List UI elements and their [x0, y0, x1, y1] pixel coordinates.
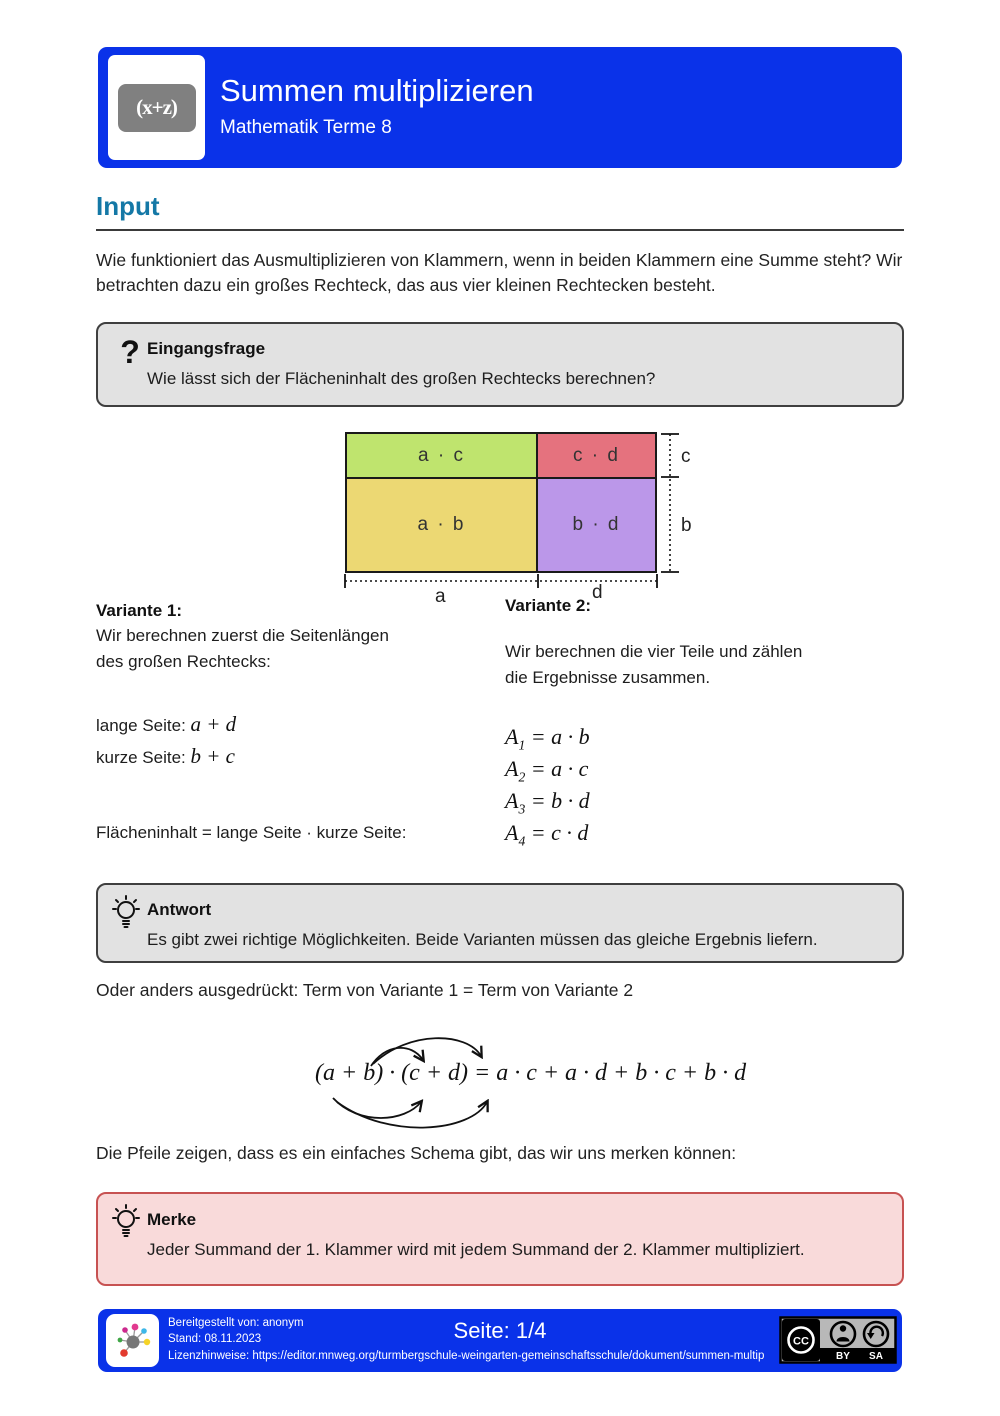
equation-a2: $A_2 = a \cdot c$: [505, 756, 589, 785]
variante1-title: Variante 1:: [96, 601, 182, 620]
long-side-label: lange Seite:: [96, 716, 191, 735]
cc-license-badge: [779, 1316, 897, 1364]
header-logo-card: [108, 55, 205, 160]
variante2-body-line1: Wir berechnen die vier Teile und zählen: [505, 642, 803, 661]
note-box-title: Merke: [147, 1210, 197, 1229]
dim-label-c: c: [681, 446, 691, 467]
question-box-title: Eingangsfrage: [147, 339, 266, 358]
footer-provided: Bereitgestellt von: anonym: [168, 1317, 304, 1329]
short-side-term: b + c: [190, 744, 235, 768]
equation-a3: $A_3 = b \cdot d$: [505, 788, 590, 817]
dim-label-a: a: [435, 586, 446, 607]
svg-text:BY: BY: [836, 1351, 850, 1362]
mnweg-logo-card: [106, 1314, 159, 1367]
long-side-term: a + d: [190, 712, 237, 736]
question-mark-icon: ?: [120, 334, 140, 370]
intro-paragraph: Wie funktioniert das Ausmultiplizieren von Klammern, wenn in beiden Klammern eine Summe steht? Wir betrachten dazu ein großes Rechteck, das aus vier kleinen Rechtecken besteht.: [96, 250, 903, 296]
mnweg-network-icon: [113, 1321, 153, 1361]
equation-a4: $A_4 = c \cdot d$: [505, 820, 589, 849]
footer-stand: Stand: 08.11.2023: [168, 1333, 262, 1346]
answer-box-title: Antwort: [147, 900, 212, 919]
cell-c-d: c · d: [538, 434, 655, 479]
cell-a-c: a · c: [347, 434, 538, 479]
long-side-line: [96, 712, 236, 737]
variante2-body-line2: die Ergebnisse zusammen.: [505, 668, 711, 687]
arrows-paragraph: Die Pfeile zeigen, dass es ein einfaches Schema gibt, das wir uns merken können:: [96, 1143, 737, 1163]
formula-rhs: = a · c + a · d + b · c + b · d: [468, 1060, 747, 1086]
dim-label-b: b: [681, 515, 692, 536]
lightbulb-icon: [111, 895, 141, 931]
dim-label-d: d: [592, 582, 603, 603]
answer-box-body: Es gibt zwei richtige Möglichkeiten. Beide Varianten müssen das gleiche Ergebnis liefern.: [147, 930, 818, 949]
variante1-body-line2: des großen Rechtecks:: [96, 652, 271, 671]
page-subtitle: Mathematik Terme 8: [220, 117, 392, 138]
note-box: [96, 1192, 904, 1286]
footer-page-number: Seite: 1/4: [453, 1318, 547, 1343]
question-box-body: Wie lässt sich der Flächeninhalt des großen Rechtecks berechnen?: [147, 369, 656, 388]
distributive-formula-block: [96, 1030, 904, 1138]
variante1-body-line1: Wir berechnen zuerst die Seitenlängen: [96, 626, 389, 645]
area-rule-line: Flächeninhalt = lange Seite · kurze Seite:: [96, 823, 407, 842]
short-side-label: kurze Seite:: [96, 748, 191, 767]
equation-a1: $A_1 = a \cdot b$: [505, 724, 590, 753]
cell-b-d: b · d: [538, 479, 655, 571]
header-banner: [98, 47, 902, 168]
variante2-title: Variante 2:: [505, 596, 591, 615]
diagram-grid: [345, 432, 657, 573]
section-title: Input: [96, 191, 160, 221]
distributive-formula: [315, 1060, 746, 1087]
formula-lhs: (a + b) · (c + d): [315, 1060, 469, 1086]
cell-a-b: a · b: [347, 479, 538, 571]
term-logo-icon: (x+z): [118, 84, 196, 132]
oder-paragraph: Oder anders ausgedrückt: Term von Variante 1 = Term von Variante 2: [96, 980, 634, 1000]
svg-text:CC: CC: [793, 1335, 809, 1348]
page-title: Summen multiplizieren: [220, 73, 534, 108]
note-box-body: Jeder Summand der 1. Klammer wird mit jedem Summand der 2. Klammer multipliziert.: [147, 1240, 805, 1259]
footer-license: Lizenzhinweise: https://editor.mnweg.org/turmbergschule-weingarten-gemeinschaftsschule/dokument/summen-multip: [168, 1349, 765, 1362]
footer-bar: [98, 1309, 902, 1372]
short-side-line: [96, 744, 235, 769]
svg-text:SA: SA: [869, 1351, 883, 1362]
section-rule: [96, 229, 904, 231]
equation-list: [505, 724, 590, 852]
lightbulb-icon: [111, 1204, 141, 1240]
question-box: [96, 322, 904, 407]
answer-box: [96, 883, 904, 963]
